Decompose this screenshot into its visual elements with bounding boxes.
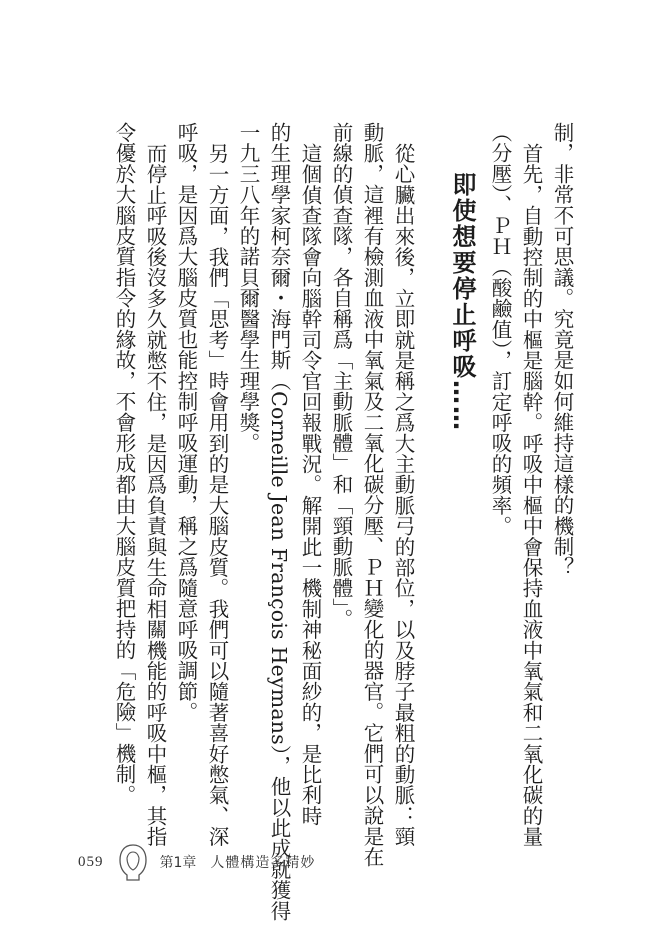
text-line: 而停止呼吸後沒多久就憋不住，是因爲負責與生命相關機能的呼吸中樞，其指 (143, 142, 167, 847)
text-line: 令優於大腦皮質指令的緣故，不會形成都由大腦皮質把持的「危險」機制。 (112, 122, 136, 806)
text-line: 制，非常不可思議。究竟是如何維持這樣的機制？ (550, 122, 574, 578)
page-footer (78, 842, 315, 882)
chapter-label: 第1章 (159, 855, 197, 871)
head-profile-icon (114, 842, 152, 882)
text-line: 呼吸，是因爲大腦皮質也能控制呼吸運動，稱之爲隨意呼吸調節。 (174, 122, 198, 723)
chapter-title: 人體構造多精妙 (210, 855, 316, 871)
text-line: 另一方面，我們「思考」時會用到的是大腦皮質。我們可以隨著喜好憋氣、深 (205, 142, 229, 847)
text-line: 從心臟出來後，立即就是稱之爲大主動脈弓的部位，以及脖子最粗的動脈：頸 (391, 142, 415, 847)
text-line: 的生理學家柯奈爾・海門斯（Corneille Jean François Heymans），他以此成就獲得 (267, 122, 291, 921)
text-line: 一九三八年的諾貝爾醫學生理學獎。 (236, 122, 260, 454)
section-heading: 即使想要停止呼吸…… (448, 172, 476, 432)
page-number: 059 (78, 853, 104, 870)
text-line: 前線的偵查隊，各自稱爲「主動脈體」和「頸動脈體」。 (329, 122, 353, 630)
text-line: 這個偵查隊會向腦幹司令官回報戰況。解開此一機制神秘面紗的，是比利時 (298, 142, 322, 826)
text-line: 首先，自動控制的中樞是腦幹。呼吸中樞中會保持血液中氧氣和二氧化碳的量 (519, 142, 543, 847)
text-line: 動脈，這裡有檢測血液中氧氣及二氧化碳分壓、ＰＨ變化的器官。它們可以說是在 (360, 122, 384, 868)
text-line: （分壓）、ＰＨ（酸鹼值），訂定呼吸的頻率。 (488, 122, 512, 537)
